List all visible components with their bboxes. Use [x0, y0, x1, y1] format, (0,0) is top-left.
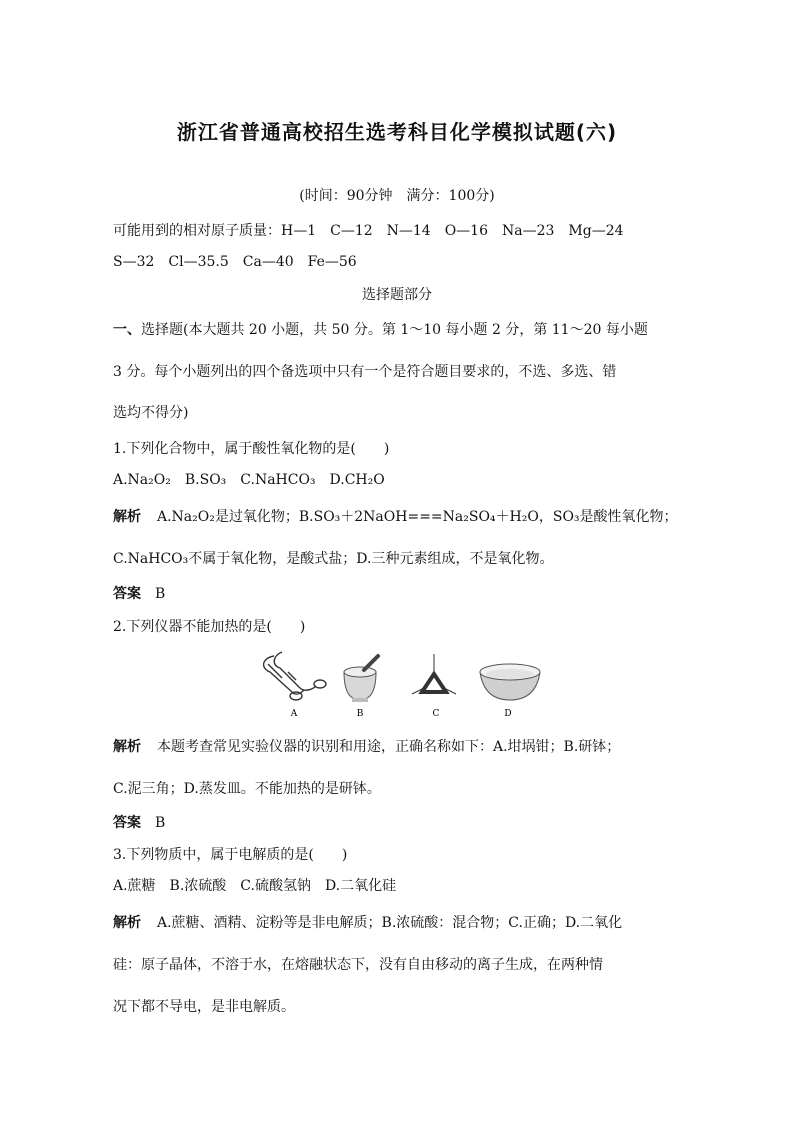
q2-analysis-label: 解析	[113, 739, 141, 755]
time-info: (时间：90分钟 满分：100分)	[299, 188, 495, 204]
q3-options: A.蔗糖 B.浓硫酸 C.硫酸氢钠 D.二氧化硅	[113, 878, 397, 894]
part-one-line-3: 选均不得分)	[113, 405, 189, 421]
q3-analysis-line-3: 况下都不导电，是非电解质。	[113, 999, 295, 1015]
q1-analysis-label: 解析	[113, 509, 141, 525]
crucible-tongs-icon	[264, 652, 326, 700]
page-title: 浙江省普通高校招生选考科目化学模拟试题(六)	[176, 120, 618, 144]
lab-instruments-figure	[252, 650, 552, 722]
figure-label-d: D	[504, 709, 512, 719]
q3-analysis-line-2: 硅：原子晶体，不溶于水，在熔融状态下，没有自由移动的离子生成，在两种情	[113, 957, 603, 973]
evaporating-dish-icon	[480, 664, 540, 700]
q2-answer	[113, 813, 681, 833]
q2-analysis-text-1: 本题考查常见实验仪器的识别和用途，正确名称如下：A.坩埚钳；B.研钵；	[157, 739, 621, 755]
q3-analysis-label: 解析	[113, 915, 141, 931]
atomic-mass-line-1: 可能用到的相对原子质量：H—1 C—12 N—14 O—16 Na—23 Mg—24	[113, 223, 624, 239]
mortar-pestle-icon	[344, 656, 378, 702]
q3-analysis-text-1: A.蔗糖、酒精、淀粉等是非电解质；B.浓硫酸：混合物；C.正确；D.二氧化	[157, 915, 623, 931]
q2-analysis-line-1	[113, 737, 681, 757]
q1-answer-label: 答案	[113, 586, 141, 602]
q2-answer-value: B	[155, 815, 166, 831]
figure-label-a: A	[290, 709, 298, 719]
q3-stem: 3.下列物质中，属于电解质的是( )	[113, 847, 348, 863]
atomic-mass-line-2: S—32 Cl—35.5 Ca—40 Fe—56	[113, 254, 357, 270]
q2-stem: 2.下列仪器不能加热的是( )	[113, 619, 306, 635]
q1-stem: 1.下列化合物中，属于酸性氧化物的是( )	[113, 441, 390, 457]
part-one-text-1: 选择题(本大题共 20 小题，共 50 分。第 1～10 每小题 2 分，第 11～20 每小题	[141, 322, 648, 338]
q1-options: A.Na₂O₂ B.SO₃ C.NaHCO₃ D.CH₂O	[113, 472, 385, 488]
q2-answer-label: 答案	[113, 815, 141, 831]
q1-answer	[113, 584, 681, 604]
q1-analysis-line-2: C.NaHCO₃不属于氧化物，是酸式盐；D.三种元素组成，不是氧化物。	[113, 551, 554, 567]
q1-answer-value: B	[155, 586, 166, 602]
section-header: 选择题部分	[362, 287, 432, 303]
part-one-line-1	[113, 320, 681, 340]
clay-triangle-icon	[412, 654, 456, 694]
q3-analysis-line-1	[113, 913, 681, 933]
q2-analysis-line-2: C.泥三角；D.蒸发皿。不能加热的是研钵。	[113, 781, 381, 797]
figure-label-c: C	[432, 709, 440, 719]
q1-analysis-text-1: A.Na₂O₂是过氧化物；B.SO₃＋2NaOH===Na₂SO₄＋H₂O，SO₃是酸性氧化物；	[157, 509, 678, 525]
part-one-line-2: 3 分。每个小题列出的四个备选项中只有一个是符合题目要求的，不选、多选、错	[113, 364, 617, 380]
q1-analysis-line-1	[113, 507, 681, 527]
figure-label-b: B	[356, 709, 364, 719]
part-one-label: 一、	[113, 322, 141, 338]
